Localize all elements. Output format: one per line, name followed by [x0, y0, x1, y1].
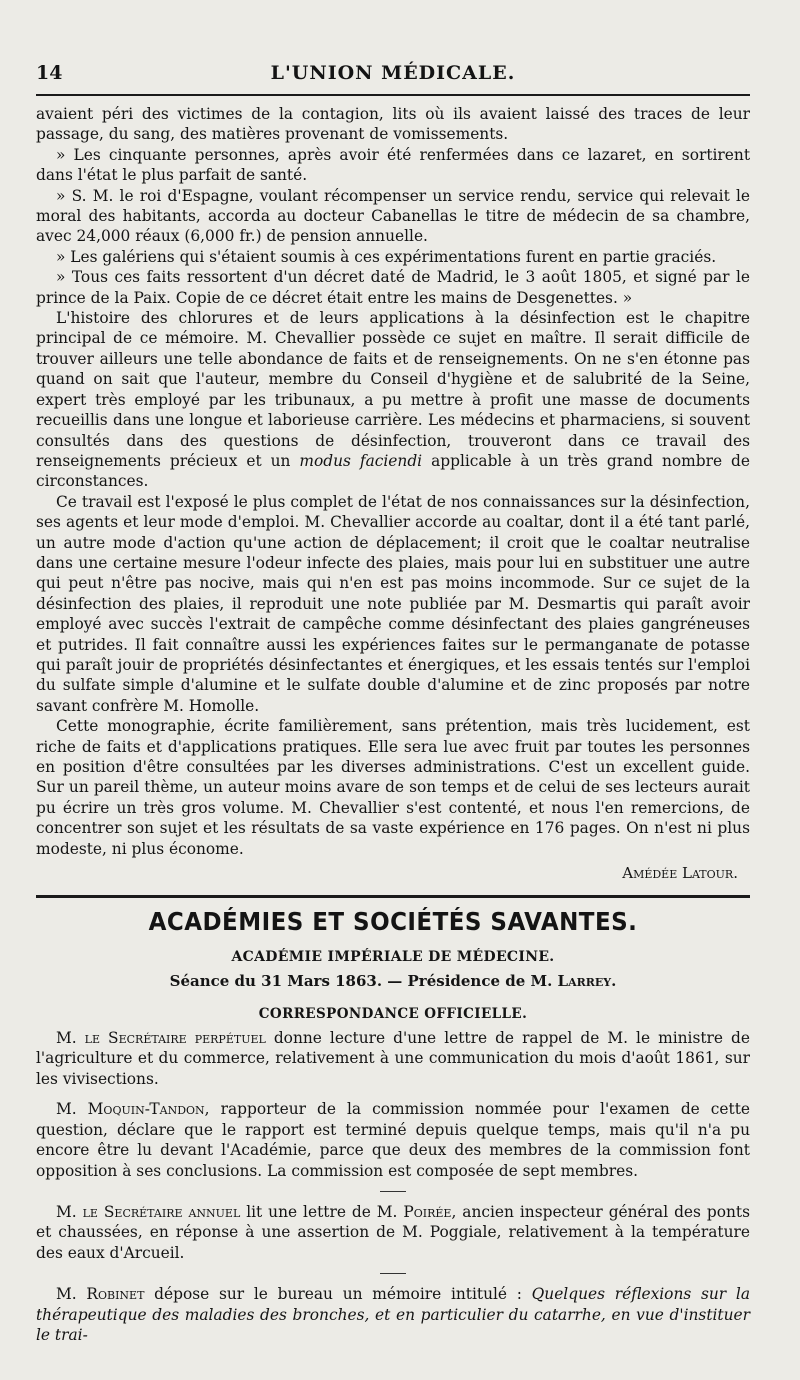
minutes-paragraph: [36, 1202, 750, 1263]
president-name: Larrey.: [557, 972, 617, 991]
review-paragraph: [36, 308, 750, 492]
speaker: M. Robinet: [56, 1285, 145, 1304]
author-signature: Amédée Latour.: [622, 864, 738, 883]
correspondence-heading: CORRESPONDANCE OFFICIELLE.: [258, 1005, 528, 1022]
minutes-text: donne lecture d'une lettre de rappel de M. le ministre de l'agriculture et du commerce, relativement à une communication du mois d'août 1861, sur les vivisections.: [36, 1029, 750, 1088]
speaker: M. Moquin-Tandon: [56, 1100, 205, 1119]
memoir-title: Quelques réflexions sur la thérapeutique des maladies des bronches, et en particulier du catarrhe, en vue d'instituer le trai-: [36, 1285, 750, 1344]
running-title: L'UNION MÉDICALE.: [270, 62, 516, 84]
document-page: [0, 60, 800, 1380]
review-paragraph: Cette monographie, écrite familièrement, sans prétention, mais très lucidement, est riche de faits et d'applications pratiques. Elle sera lue avec fruit par toutes les personnes en position d'être consultées par les diverses administrations. C'est un excellent guide. Sur un pareil thème, un auteur moins avare de son temps et de celui de ses lecteurs aurait pu écrire un très gros volume. M. Chevallier s'est contenté, et nous l'en remercions, de concentrer son sujet et les résultats de sa vaste expérience en 176 pages. On n'est ni plus modeste, ni plus économe.: [36, 717, 750, 858]
minutes-text: , rapporteur de la commission nommée pour l'examen de cette question, déclare que le rapport est terminé depuis quelque temps, mais qu'il n'a pu encore être lu devant l'Académie, parce que deux des membres de la commission font opposition à ses conclusions. La commission est composée de sept membres.: [36, 1100, 751, 1180]
page-header: [36, 60, 750, 96]
speaker: M. le Secrétaire annuel: [56, 1202, 241, 1221]
short-rule: [380, 1191, 406, 1192]
article-body: [36, 104, 750, 1345]
review-text: applicable à un très grand nombre de circonstances.: [36, 451, 750, 491]
minutes-text: lit une lettre de M.: [240, 1202, 404, 1221]
paragraph: » Les cinquante personnes, après avoir été renfermées dans ce lazaret, en sortirent dans l'état le plus parfait de santé.: [36, 145, 750, 185]
page-number: 14: [36, 62, 63, 84]
session-date: Séance du 31 Mars 1863. — Présidence de M.: [169, 972, 558, 991]
person-name: Poirée: [403, 1202, 452, 1221]
italic-phrase: modus faciendi: [299, 451, 423, 470]
minutes-paragraph: [36, 1284, 750, 1345]
paragraph: » S. M. le roi d'Espagne, voulant récompenser un service rendu, service qui relevait le moral des habitants, accorda au docteur Cabanellas le titre de médecin de sa chambre, avec 24,000 réaux (6,000 fr.) de pension annuelle.: [36, 186, 750, 246]
review-text: L'histoire des chlorures et de leurs applications à la désinfection est le chapitre principal de ce mémoire. M. Chevallier possède ce sujet en maître. Il serait difficile de trouver ailleurs une telle abondance de faits et de renseignements. On ne s'en étonne pas quand on sait que l'auteur, membre du Conseil d'hygiène et de salubrité de la Seine, expert très employé par les tribunaux, a pu mettre à profit une masse de documents recueillis dans une longue et laborieuse carrière. Les médecins et pharmaciens, si souvent consultés dans des questions de désinfection, trouveront dans ce travail des renseignements précieux et un: [36, 309, 750, 470]
paragraph: » Les galériens qui s'étaient soumis à ces expérimentations furent en partie graciés.: [56, 247, 717, 266]
short-rule: [380, 1273, 406, 1274]
paragraph: avaient péri des victimes de la contagion, lits où ils avaient laissé des traces de leur passage, du sang, des matières provenant de vomissements.: [36, 105, 750, 144]
minutes: [36, 1028, 750, 1345]
academy-heading: ACADÉMIE IMPÉRIALE DE MÉDECINE.: [231, 948, 555, 965]
section-title: ACADÉMIES ET SOCIÉTÉS SAVANTES.: [148, 907, 638, 937]
review-paragraph: Ce travail est l'exposé le plus complet de l'état de nos connaissances sur la désinfection, ses agents et leur mode d'emploi. M. Chevallier accorde au coaltar, dont il a été tant parlé, un autre mode d'action qu'une action de déplacement; il croit que le coaltar neutralise dans une certaine mesure l'odeur infecte des plaies, mais pour lui en substituer une autre qui peut n'être pas nocive, mais qui n'en est pas moins incommode. Sur ce sujet de la désinfection des plaies, il reproduit une note publiée par M. Desmartis qui paraît avoir employé avec succès l'extrait de campêche comme désinfectant des plaies gangréneuses et putrides. Il fait connaître aussi les expériences faites sur le permanganate de potasse qui paraît jouir de propriétés désinfectantes et énergiques, et les essais tentés sur l'emploi du sulfate simple d'alumine et le sulfate double d'alumine et de zinc proposés par notre savant confrère M. Homolle.: [36, 492, 750, 715]
minutes-paragraph: [36, 1028, 750, 1089]
session-line: [36, 971, 750, 991]
section-divider: [36, 895, 750, 898]
paragraph: » Tous ces faits ressortent d'un décret daté de Madrid, le 3 août 1805, et signé par le prince de la Paix. Copie de ce décret était entre les mains de Desgenettes. »: [36, 268, 750, 307]
minutes-text: , ancien inspecteur général des ponts et chaussées, en réponse à une assertion de M. Poggiale, relativement à la température des eaux d'Arcueil.: [36, 1202, 750, 1262]
minutes-text: dépose sur le bureau un mémoire intitulé :: [144, 1285, 532, 1304]
minutes-paragraph: [36, 1099, 750, 1181]
speaker: M. le Secrétaire perpétuel: [56, 1029, 266, 1048]
